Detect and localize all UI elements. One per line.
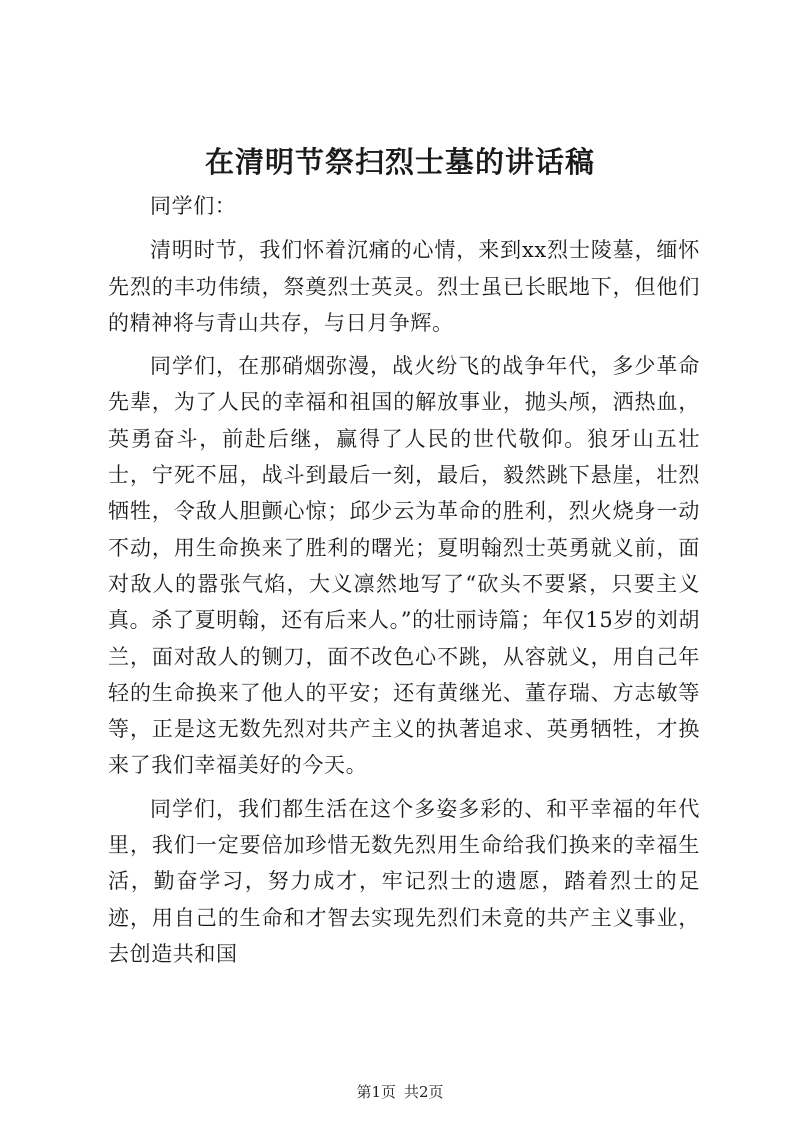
- document-body: [108, 188, 700, 979]
- paragraph-2: 同学们，在那硝烟弥漫，战火纷飞的战争年代，多少革命先辈，为了人民的幸福和祖国的解放事业，抛头颅，洒热血，英勇奋斗，前赴后继，赢得了人民的世代敬仰。狼牙山五壮士，宁死不屈，战斗到最后一刻，最后，毅然跳下悬崖，壮烈牺牲，令敌人胆颤心惊；邱少云为革命的胜利，烈火烧身一动不动，用生命换来了胜利的曙光；夏明翰烈士英勇就义前，面对敌人的嚣张气焰，大义凛然地写了“砍头不要紧，只要主义真。杀了夏明翰，还有后来人。”的壮丽诗篇；年仅15岁的刘胡兰，面对敌人的铡刀，面不改色心不跳，从容就义，用自己年轻的生命换来了他人的平安；还有黄继光、董存瑞、方志敏等等，正是这无数先烈对共产主义的执著追求、英勇牺牲，才换来了我们幸福美好的今天。: [108, 354, 700, 778]
- paragraph-3: 同学们，我们都生活在这个多姿多彩的、和平幸福的年代里，我们一定要倍加珍惜无数先烈用生命给我们换来的幸福生活，勤奋学习，努力成才，牢记烈士的遗愿，踏着烈士的足迹，用自己的生命和才智去实现先烈们未竟的共产主义事业，去创造共和国: [108, 796, 700, 966]
- page-number: 第1页: [356, 1083, 396, 1101]
- greeting-line: 同学们：: [150, 194, 237, 218]
- document-title: 在清明节祭扫烈士墓的讲话稿: [204, 145, 595, 179]
- paragraph-1: 清明时节，我们怀着沉痛的心情，来到xx烈士陵墓，缅怀先烈的丰功伟绩，祭奠烈士英灵。烈士虽已长眠地下，但他们的精神将与青山共存，与日月争辉。: [108, 238, 700, 335]
- page-footer: [0, 1082, 800, 1102]
- page-total: 共2页: [404, 1083, 444, 1101]
